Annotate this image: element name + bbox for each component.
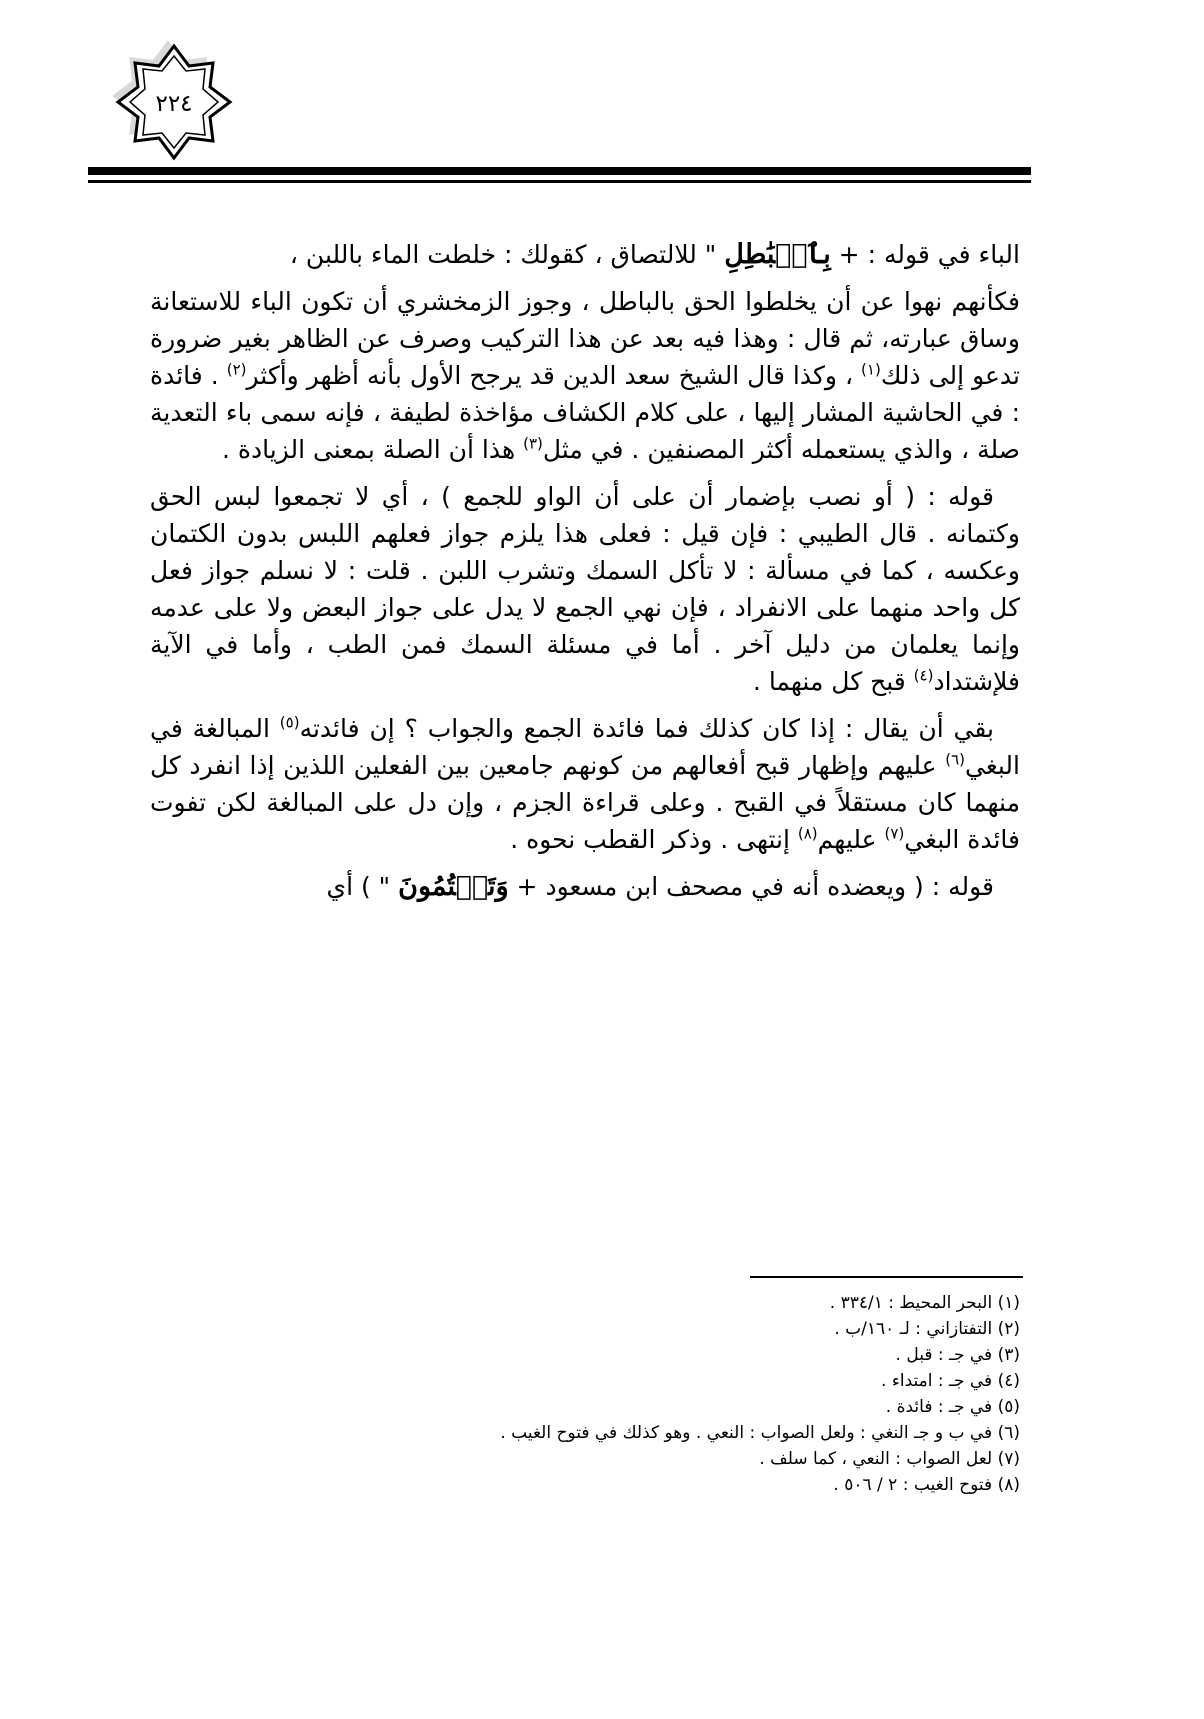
footnote-ref: (١): [861, 360, 881, 379]
footnote: (٨) فتوح الغيب : ٢ / ٥٠٦ .: [833, 1475, 1020, 1495]
footnote: (٣) في جـ : قبل .: [895, 1345, 1020, 1365]
paragraph: [150, 868, 1020, 905]
body-text: [150, 236, 1020, 915]
text-run: المبالغة في البغي: [150, 714, 1020, 780]
quran-verse: بِٱلۡبَٰطِلِ: [724, 239, 831, 270]
footnote-ref: (٧): [884, 824, 905, 843]
page-number: ٢٢٤: [155, 91, 193, 117]
text-run: الباء في قوله : +: [830, 240, 1020, 269]
paragraph: [150, 283, 1020, 468]
text-run: عليهم: [817, 825, 885, 854]
text-run: هذا أن الصلة بمعنى الزيادة .: [221, 435, 524, 464]
text-run: قوله : ( ويعضده أنه في مصحف ابن مسعود +: [508, 872, 994, 901]
text-run: ، وكذا قال الشيخ سعد الدين قد يرجح الأول بأنه أظهر وأكثر: [246, 361, 862, 390]
text-run: إنتهى . وذكر القطب نحوه .: [510, 825, 798, 854]
paragraph: [150, 478, 1020, 700]
paragraph: [150, 236, 1020, 273]
header-rule-thin: [88, 180, 1031, 183]
footnote-ref: (٥): [279, 713, 300, 732]
footnote: (٢) التفتازاني : لـ ١٦٠/ب .: [834, 1319, 1020, 1339]
footnote: (٧) لعل الصواب : النعي ، كما سلف .: [759, 1449, 1020, 1469]
footnote-separator: [750, 1276, 1023, 1278]
footnote: (١) البحر المحيط : ٣٣٤/١ .: [829, 1293, 1020, 1313]
text-run: " ) أي: [326, 872, 399, 901]
footnote: (٤) في جـ : امتداء .: [881, 1371, 1020, 1391]
footnote: (٥) في جـ : فائدة .: [885, 1397, 1020, 1417]
text-run: قوله : ( أو نصب بإضمار أن على أن الواو للجمع ) ، أي لا تجمعوا لبس الحق وكتمانه . قال الطيبي : فإن قيل : فعلى هذا يلزم جواز فعلهم اللبس بدون الكتمان وعكسه ، كما في مسألة : لا تأكل السمك وتشرب اللبن . قلت : لا نسلم جواز فعل كل واحد منهما على الانفراد ، فإن نهي الجمع لا يدل على جواز البعض ولا على عدمه وإنما يعلمان من دليل آخر . أما في مسئلة السمك فمن الطب ، وأما في الآية فلإشتداد: [150, 482, 1020, 696]
footnote-ref: (٣): [523, 434, 543, 453]
text-run: قبح كل منهما .: [752, 667, 914, 696]
text-run: فكأنهم نهوا عن أن يخلطوا الحق بالباطل ، وجوز الزمخشري أن تكون الباء للاستعانة وساق عبارته، ثم قال : وهذا فيه بعد عن هذا التركيب وصرف عن الظاهر بغير ضرورة تدعو إلى ذلك: [150, 287, 1020, 390]
footnote: (٦) في ب و جـ النغي : ولعل الصواب : النعي . وهو كذلك في فتوح الغيب .: [500, 1423, 1020, 1443]
footnotes: [250, 1290, 1020, 1498]
footnote-ref: (٦): [945, 750, 965, 769]
text-run: . فائدة : في الحاشية المشار إليها ، على كلام الكشاف مؤاخذة لطيفة ، فإنه سمى باء التعدية صلة ، والذي يستعمله أكثر المصنفين . في مثل: [150, 361, 1020, 464]
paragraph: [150, 710, 1020, 858]
text-run: بقي أن يقال : إذا كان كذلك فما فائدة الجمع والجواب ؟ إن فائدته: [299, 714, 994, 743]
footnote-ref: (٨): [797, 824, 818, 843]
quran-verse: وَتَكۡتُمُونَ: [398, 871, 509, 902]
footnote-ref: (٤): [913, 666, 934, 685]
header-rule-thick: [88, 167, 1031, 175]
text-run: عليهم وإظهار قبح أفعالهم من كونهم جامعين بين الفعلين اللذين إذا انفرد كل منهما كان مستقلاً في القبح . وعلى قراءة الجزم ، وإن دل على المبالغة لكن تفوت فائدة البغي: [150, 751, 1020, 854]
text-run: " للالتصاق ، كقولك : خلطت الماء باللبن ،: [289, 240, 725, 269]
page-number-badge: [110, 38, 238, 166]
footnote-ref: (٢): [226, 360, 247, 379]
